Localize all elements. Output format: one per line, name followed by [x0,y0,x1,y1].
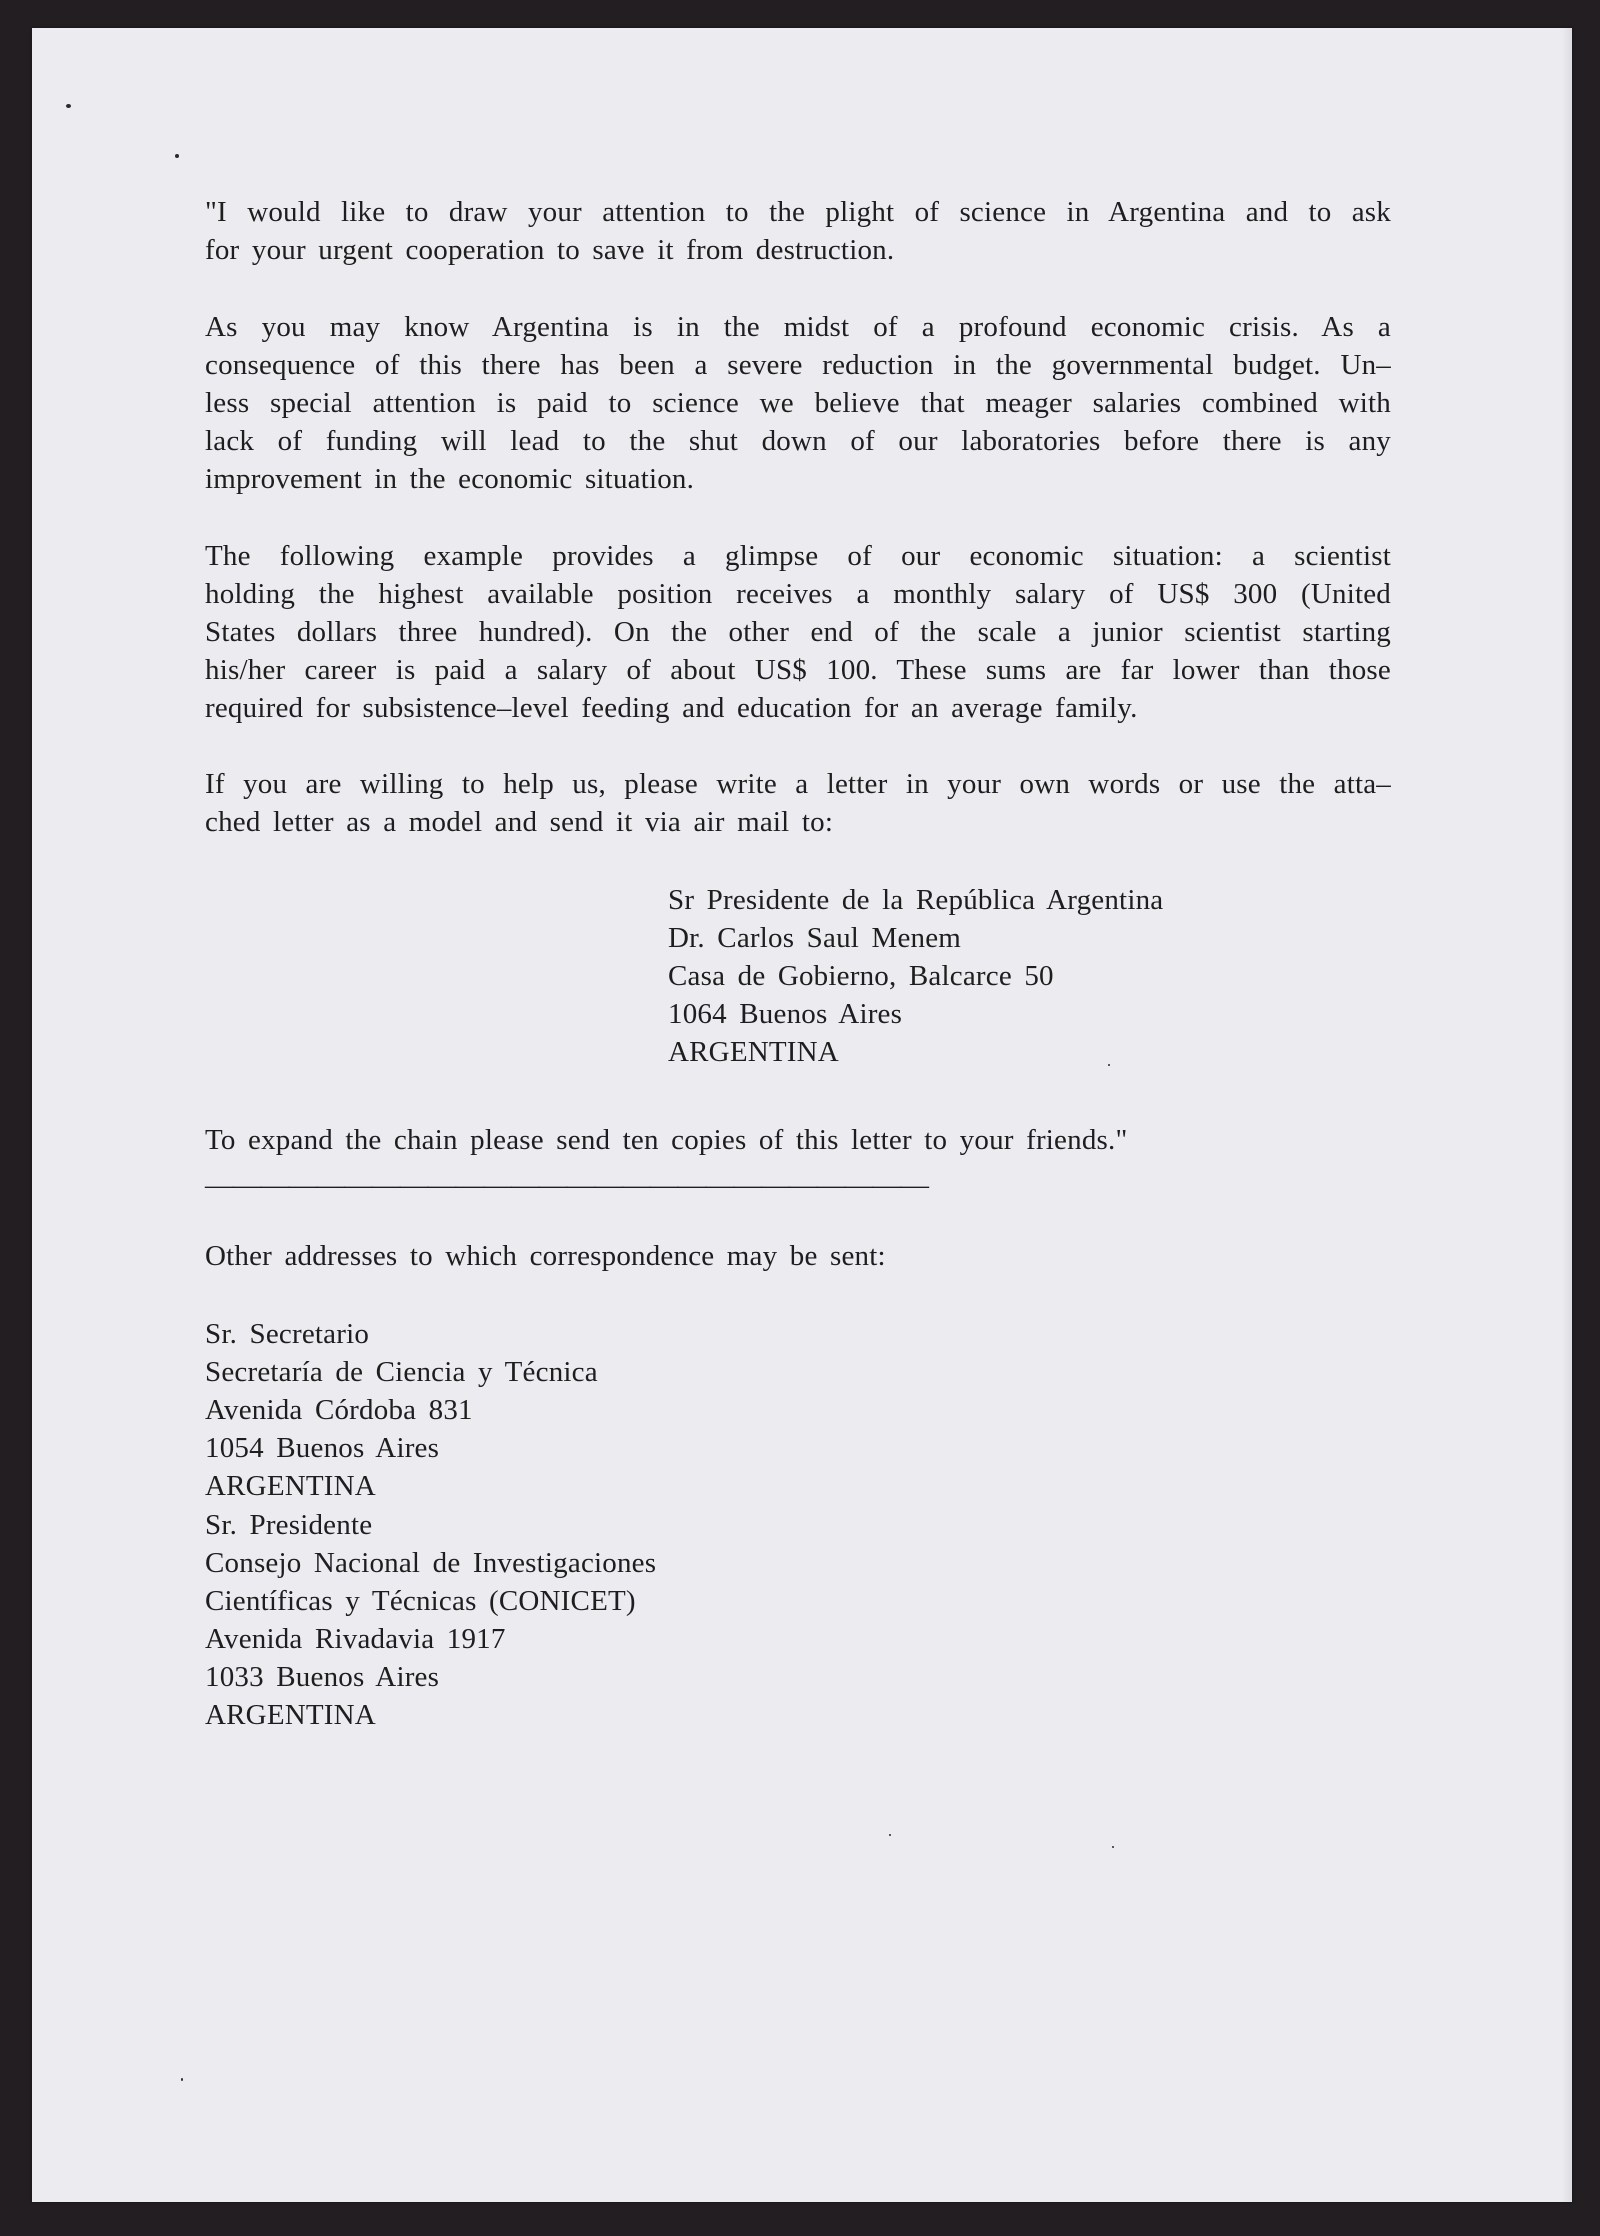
crisis-line: less special attention is paid to science we believe that meager salaries combined with [205,387,1391,419]
help-line: If you are willing to help us, please write a letter in your own words or use the atta– [205,768,1391,800]
ink-speck [889,1834,891,1836]
address-line: Avenida Rivadavia 1917 [205,1623,506,1655]
help-line: ched letter as a model and send it via air mail to: [205,806,834,838]
address-line: ARGENTINA [205,1470,376,1502]
separator-line: —————————————————————————— [205,1169,928,1201]
ink-speck [66,104,71,108]
address-line: Avenida Córdoba 831 [205,1394,473,1426]
help-paragraph [205,765,1391,841]
intro-paragraph [205,193,1391,269]
page-edge-shadow [1562,28,1572,2202]
ink-speck [1112,1846,1114,1848]
conicet-address [205,1506,656,1734]
address-line: ARGENTINA [205,1699,376,1731]
address-line: 1033 Buenos Aires [205,1661,440,1693]
letter-page [32,28,1572,2202]
example-line: his/her career is paid a salary of about US$ 100. These sums are far lower than those [205,654,1391,686]
crisis-line: improvement in the economic situation. [205,463,695,495]
ink-speck [181,2078,183,2081]
example-line: required for subsistence–level feeding and education for an average family. [205,692,1138,724]
example-line: States dollars three hundred). On the other end of the scale a junior scientist starting [205,616,1391,648]
secretario-address [205,1315,598,1505]
address-line: Sr. Presidente [205,1509,373,1541]
crisis-line: lack of funding will lead to the shut down of our laboratories before there is any [205,425,1391,457]
address-line: ARGENTINA [668,1036,839,1068]
crisis-paragraph [205,308,1391,498]
address-line: Consejo Nacional de Investigaciones [205,1547,657,1579]
example-line: The following example provides a glimpse of our economic situation: a scientist [205,540,1391,572]
intro-line: for your urgent cooperation to save it from destruction. [205,234,895,266]
address-line: 1064 Buenos Aires [668,998,903,1030]
example-line: holding the highest available position receives a monthly salary of US$ 300 (United [205,578,1391,610]
crisis-line: consequence of this there has been a severe reduction in the governmental budget. Un– [205,349,1391,381]
address-line: 1054 Buenos Aires [205,1432,440,1464]
address-line: Casa de Gobierno, Balcarce 50 [668,960,1054,992]
address-line: Secretaría de Ciencia y Técnica [205,1356,598,1388]
chain-line: To expand the chain please send ten copies of this letter to your friends." [205,1124,1128,1156]
address-line: Sr. Secretario [205,1318,370,1350]
address-line: Dr. Carlos Saul Menem [668,922,962,954]
address-line: Científicas y Técnicas (CONICET) [205,1585,636,1617]
crisis-line: As you may know Argentina is in the midst of a profound economic crisis. As a [205,311,1391,343]
ink-speck [175,154,179,158]
intro-line: "I would like to draw your attention to the plight of science in Argentina and to ask [205,196,1391,228]
president-address [668,881,1163,1071]
address-line: Sr Presidente de la República Argentina [668,884,1164,916]
other-addresses-intro: Other addresses to which correspondence may be sent: [205,1240,886,1272]
example-paragraph [205,537,1391,727]
